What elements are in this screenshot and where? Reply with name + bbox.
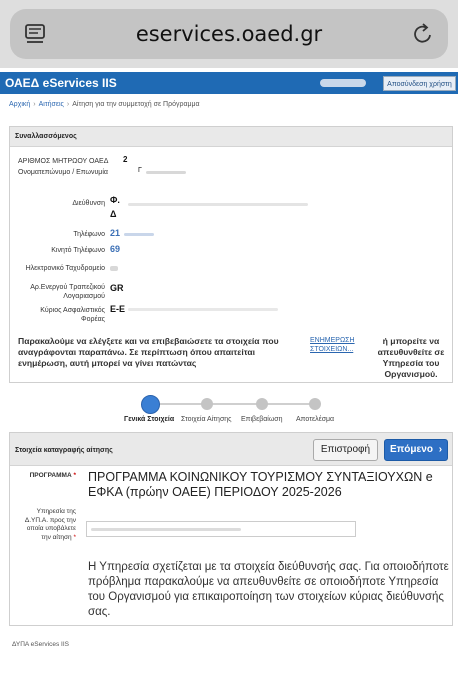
step-1-label: Γενικά Στοιχεία [124,416,175,423]
step-3-label: Επιβεβαίωση [241,416,283,423]
step-4-label: Αποτελέσμα [296,416,335,423]
transactor-panel-title: Συναλλασσόμενος [10,127,452,147]
mobile-label: Κινητό Τηλέφωνο [51,247,105,254]
registry-value: 2 [123,155,128,164]
phone-value[interactable]: 21 [110,228,121,238]
iban-label: Αρ.Ενεργού Τραπεζικού Λογαριασμού [30,284,105,300]
breadcrumb-applications[interactable]: Αιτήσεις [38,101,64,108]
app-title: ΟΑΕΔ eServices IIS [5,76,117,90]
required-marker: * [73,472,76,479]
service-label [18,508,76,542]
breadcrumb-separator: › [66,101,70,108]
next-button[interactable] [384,439,448,461]
app-header [0,72,458,94]
breadcrumb-separator: › [33,101,36,108]
iban-value: GR [110,283,124,293]
back-button[interactable]: Επιστροφή [313,439,378,461]
step-2-dot [201,398,213,410]
phone-redacted [124,233,154,236]
application-panel-title: Στοιχεία καταγραφής αίτησης [10,433,452,466]
service-select[interactable] [86,521,356,537]
logout-button[interactable]: Αποσύνδεση χρήστη [383,76,456,91]
address-redacted [128,203,308,206]
verify-notice: Παρακαλούμε να ελέγξετε και να επιβεβαιώσετε τα στοιχεία που αναγράφονται παραπάνω. Σε περίπτωση όπου απαιτείται ενημέρωση, αυτή μπορεί να γίνει πατώντας [18,336,279,368]
phone-label: Τηλέφωνο [73,231,105,238]
insurer-redacted [128,308,278,311]
browser-toolbar [0,0,458,68]
name-value: Γ [138,167,142,174]
step-3-dot [256,398,268,410]
name-redacted [146,171,186,174]
next-button-label: Επόμενο [389,444,433,455]
email-redacted [110,266,118,271]
address-label: Διεύθυνση [72,200,105,207]
service-help-text: Η Υπηρεσία σχετίζεται με τα στοιχεία διεύθυνσής σας. Για οποιοδήποτε πρόβλημα παρακαλούμε να απευθυνθείτε σε οποιοδήποτε Υπηρεσία του Οργανισμού για επικαιροποίηση των στοιχείων κύριας διεύθυνσής σας. [88,561,449,618]
required-marker: * [73,533,76,541]
url-text: eservices.oaed.gr [135,22,323,46]
program-label [14,472,76,481]
step-2-label: Στοιχεία Αίτησης [181,416,232,423]
service-label-text: Υπηρεσία της Δ.ΥΠ.Α. προς την οποία υποβάλετε την αίτηση [24,508,76,541]
breadcrumb [9,101,200,108]
step-4-dot [309,398,321,410]
footer-text: ΔΥΠΑ eServices IIS [12,641,69,648]
update-details-link[interactable]: ΕΝΗΜΕΡΩΣΗ ΣΤΟΙΧΕΙΩΝ... [310,337,355,353]
step-1-dot-active[interactable] [141,395,160,414]
address-line2: Δ [110,209,117,219]
breadcrumb-home[interactable]: Αρχική [9,101,31,108]
program-value: ΠΡΟΓΡΑΜΜΑ ΚΟΙΝΩΝΙΚΟΥ ΤΟΥΡΙΣΜΟΥ ΣΥΝΤΑΞΙΟΥΧΩΝ e ΕΦΚΑ (πρώην ΟΑΕΕ) ΠΕΡΙΟΔΟΥ 2025-2026 [88,470,433,499]
reload-icon[interactable] [412,22,434,46]
program-label-text: ΠΡΟΓΡΑΜΜΑ [29,472,72,479]
chevron-right-icon: › [438,444,443,455]
insurer-value: E-E [110,304,126,314]
stepper-track [150,403,315,405]
service-redacted [91,528,241,531]
email-label: Ηλεκτρονικό Ταχυδρομείο [25,265,105,272]
insurer-label: Κύριος Ασφαλιστικός Φορέας [40,307,105,323]
breadcrumb-current: Αίτηση για την συμμετοχή σε Πρόγραμμα [72,101,200,108]
address-bar[interactable] [10,9,448,59]
username-redacted [320,79,366,87]
name-label: Ονοματεπώνυμο / Επωνυμία [18,169,108,176]
registry-label: ΑΡΙΘΜΟΣ ΜΗΤΡΩΟΥ ΟΑΕΔ [18,158,109,165]
address-line1: Φ. [110,195,120,205]
mobile-value[interactable]: 69 [110,244,121,254]
contact-service-note: ή μπορείτε να απευθυνθείτε σε Υπηρεσία του Οργανισμού. [377,336,445,379]
